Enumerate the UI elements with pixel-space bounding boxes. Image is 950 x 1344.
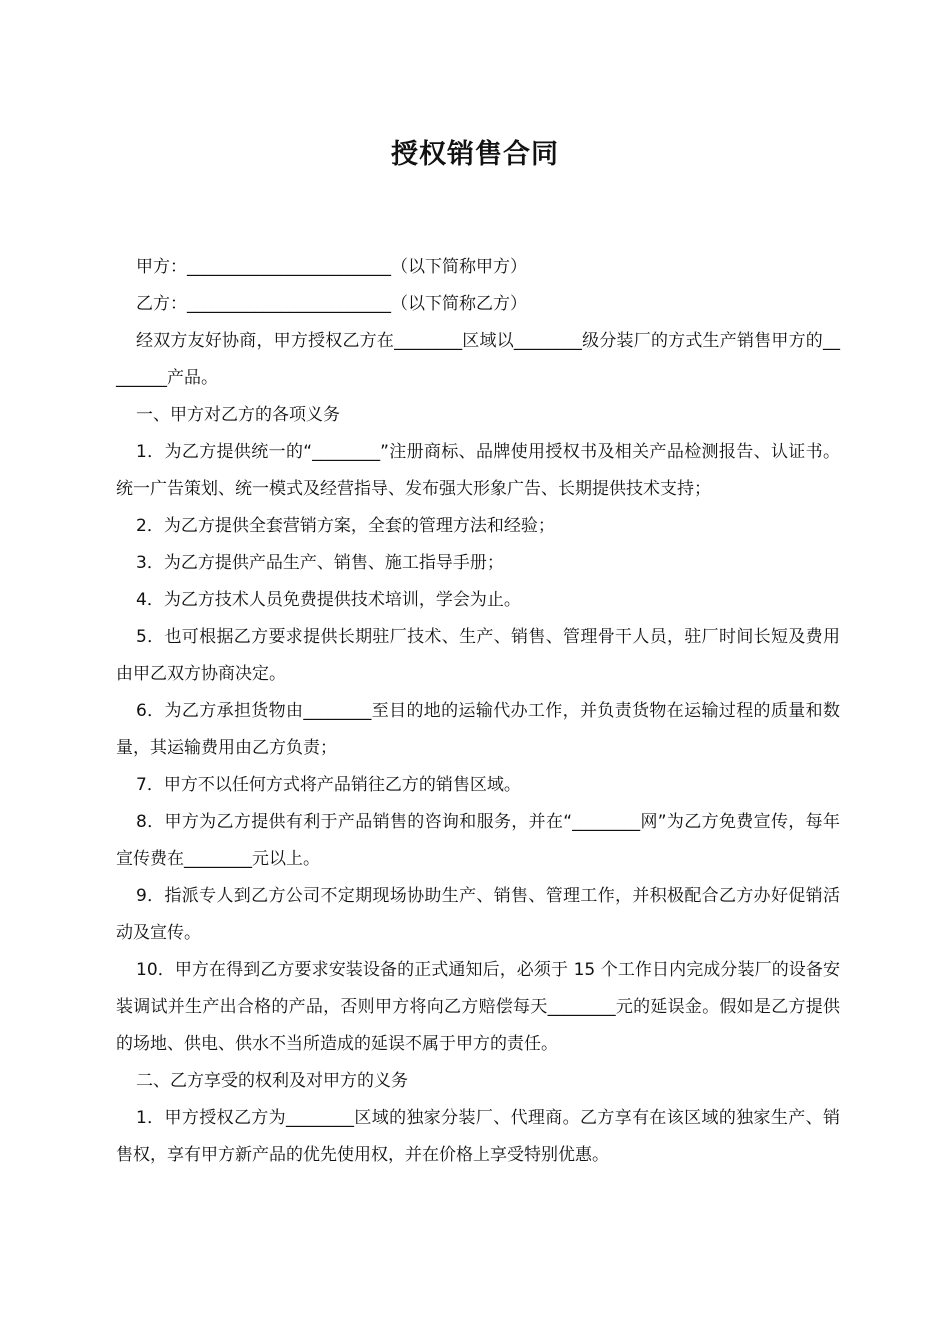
clause-1-1: 1．为乙方提供统一的“________”注册商标、品牌使用授权书及相关产品检测报告、认证书。统一广告策划、统一模式及经营指导、发布强大形象广告、长期提供技术支持； (116, 442, 840, 499)
clause-1-3: 3．为乙方提供产品生产、销售、施工指导手册； (136, 553, 504, 573)
party-b-line: 乙方：________________________（以下简称乙方） (136, 294, 527, 314)
clause-1-9: 9．指派专人到乙方公司不定期现场协助生产、销售、管理工作，并积极配合乙方办好促销活动及宣传。 (116, 886, 840, 943)
clause-2-1: 1．甲方授权乙方为________区域的独家分装厂、代理商。乙方享有在该区域的独家生产、销售权，享有甲方新产品的优先使用权，并在价格上享受特别优惠。 (116, 1108, 840, 1165)
section-heading-1: 一、甲方对乙方的各项义务 (136, 405, 340, 425)
document-body (116, 249, 840, 1174)
clause-1-6: 6．为乙方承担货物由________至目的地的运输代办工作，并负责货物在运输过程的质量和数量，其运输费用由乙方负责； (116, 701, 840, 758)
clause-1-5: 5．也可根据乙方要求提供长期驻厂技术、生产、销售、管理骨干人员，驻厂时间长短及费用由甲乙双方协商决定。 (116, 627, 840, 684)
clause-1-2: 2．为乙方提供全套营销方案，全套的管理方法和经验； (136, 516, 555, 536)
clause-1-4: 4．为乙方技术人员免费提供技术培训，学会为止。 (136, 590, 521, 610)
clause-1-7: 7．甲方不以任何方式将产品销往乙方的销售区域。 (136, 775, 521, 795)
preamble-paragraph: 经双方友好协商，甲方授权乙方在________区域以________级分装厂的方式生产销售甲方的________产品。 (116, 331, 840, 388)
document-title: 授权销售合同 (391, 139, 559, 170)
clause-1-10: 10．甲方在得到乙方要求安装设备的正式通知后，必须于 15 个工作日内完成分装厂的设备安装调试并生产出合格的产品，否则甲方将向乙方赔偿每天________元的延误金。假如是乙方提供的场地、供电、供水不当所造成的延误不属于甲方的责任。 (116, 960, 840, 1054)
section-heading-2: 二、乙方享受的权利及对甲方的义务 (136, 1071, 408, 1091)
clause-1-8: 8．甲方为乙方提供有利于产品销售的咨询和服务，并在“________网”为乙方免费宣传，每年宣传费在________元以上。 (116, 812, 840, 869)
party-a-line: 甲方：________________________（以下简称甲方） (136, 257, 527, 277)
